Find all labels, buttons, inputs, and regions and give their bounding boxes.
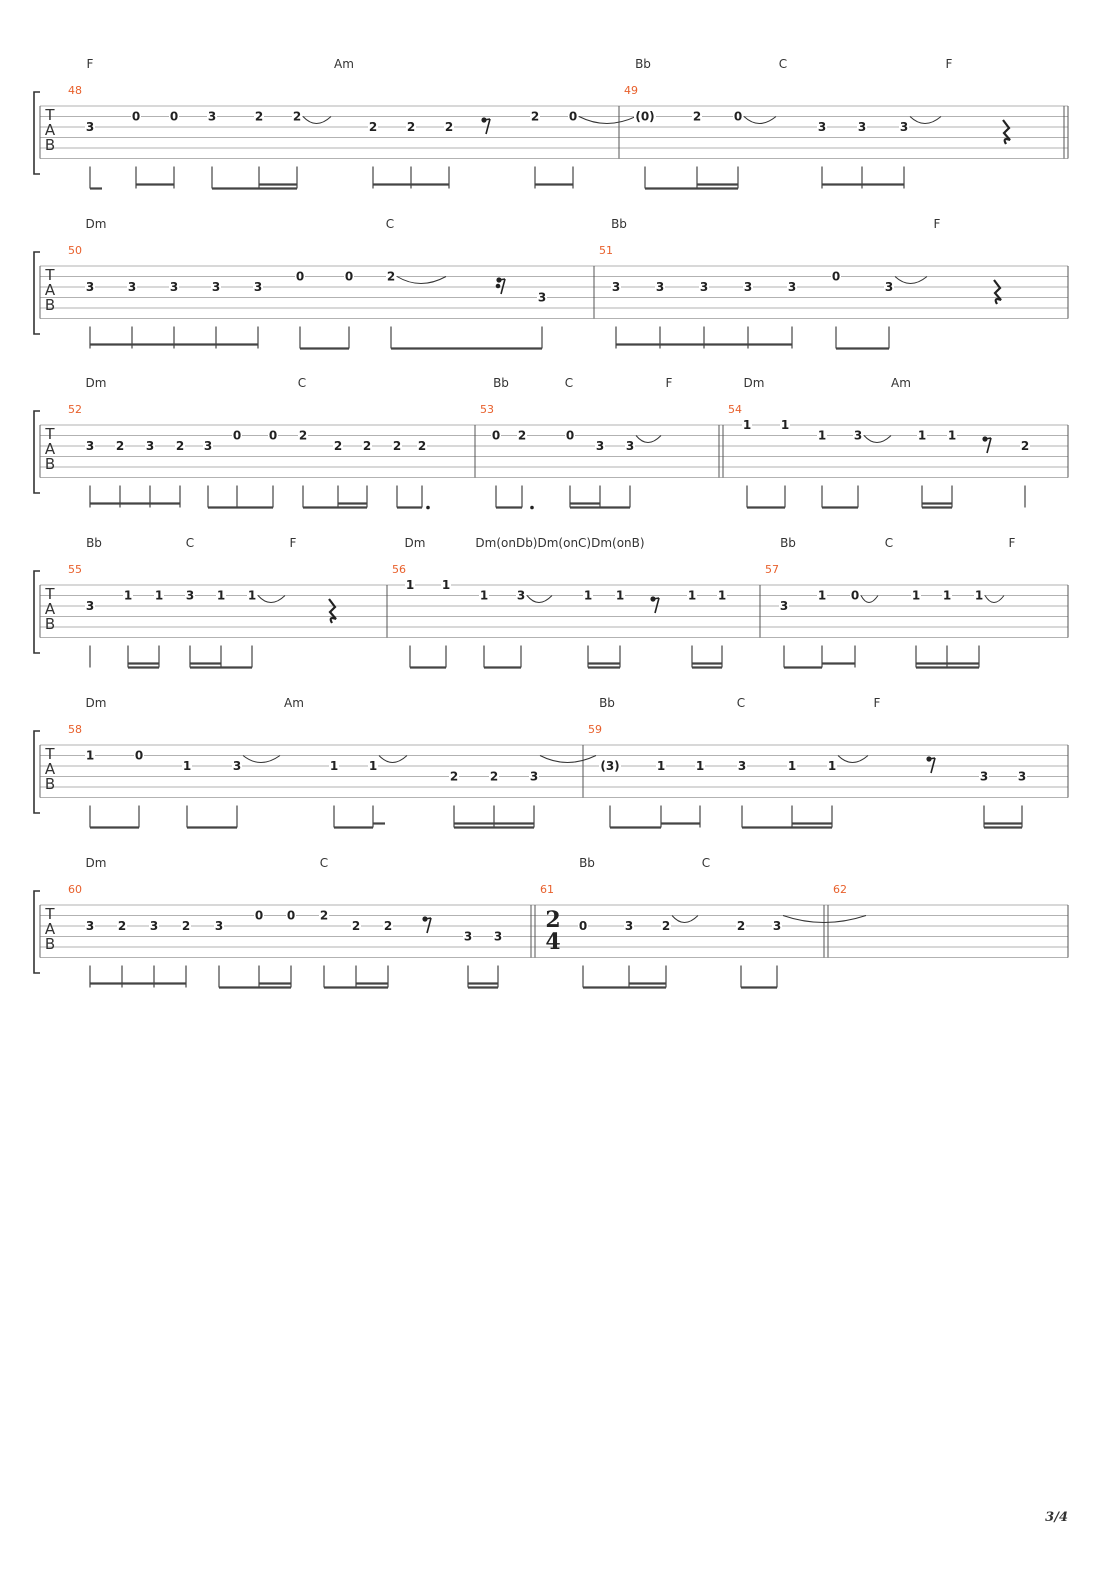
fret-number: 2 [362,439,372,453]
tab-clef-letter: T [45,905,55,923]
measure-60 [68,856,535,988]
fret-number: (0) [635,109,655,124]
tab-system [34,376,1068,509]
tab-clef-letter: B [44,296,56,314]
chord-label: Bb [86,536,102,550]
measure-number: 54 [728,403,742,416]
fret-number: 3 [625,439,635,453]
fret-number: 1 [942,588,952,603]
system-bracket [34,571,40,653]
chord-label: C [564,376,574,390]
fret-number: 1 [368,759,378,773]
measure-48 [68,57,636,189]
measure-number: 62 [833,883,847,896]
tab-system [34,856,1068,988]
fret-number: 0 [131,109,141,124]
fret-number: 3 [145,439,155,453]
fret-number: 3 [85,599,95,613]
fret-number: 1 [695,759,705,773]
fret-number: 3 [214,919,224,933]
fret-number: 2 [175,439,185,453]
tab-clef-letter: T [45,106,55,124]
measure-50 [68,217,594,349]
fret-number: 1 [817,588,827,603]
chord-label: Bb [493,376,509,390]
chord-label: C [185,536,195,550]
fret-number: 1 [974,588,984,603]
tab-clef-letter: B [44,455,56,473]
fret-number: 1 [656,759,666,773]
fret-number: 1 [329,759,339,773]
measure-55 [68,536,387,668]
chord-label: F [289,536,297,550]
tie [379,756,407,763]
fret-number: 1 [615,588,625,603]
tab-clef-letter: T [45,585,55,603]
tie [243,756,280,763]
fret-number: 0 [491,428,501,443]
fret-number: 2 [417,439,427,453]
tab-clef-letter: A [44,281,56,299]
quarter-rest [994,280,1001,304]
fret-number: 1 [817,428,827,443]
fret-number: 3 [979,769,989,784]
fret-number: 1 [687,588,697,603]
fret-number: 2 [530,109,540,124]
fret-number: 1 [911,588,921,603]
measure-53 [480,376,723,509]
fret-number: 2 [117,919,127,933]
tab-clef-letter: A [44,760,56,778]
tie [303,117,331,124]
fret-number: 1 [717,588,727,603]
chord-label: Bb [579,856,595,870]
tie [636,436,661,443]
fret-number: 3 [516,588,526,603]
measure-51 [599,217,1068,349]
chord-label: Dm [85,217,107,231]
system-bracket [34,411,40,493]
chord-label: F [873,696,881,710]
fret-number: 3 [463,929,473,944]
fret-number: 3 [127,280,137,294]
tie [985,596,1004,603]
fret-number: 1 [787,759,797,773]
fret-number: 0 [134,748,144,763]
fret-number: 0 [733,109,743,124]
chord-label: Am [284,696,304,710]
measure-56 [392,536,760,668]
fret-number: 2 [386,269,396,284]
fret-number: 2 [319,908,329,923]
tie [895,277,927,284]
rhythm-dot [530,506,534,510]
fret-number: 0 [268,428,278,443]
chord-label: C [319,856,329,870]
fret-number: 3 [655,280,665,294]
eighth-rest-stem [486,119,490,134]
fret-number: 3 [232,759,242,773]
eighth-rest-stem [655,598,659,613]
tie [672,916,698,923]
fret-number: 0 [565,428,575,443]
fret-number: 2 [254,109,264,124]
fret-number: 3 [203,439,213,453]
chord-label: F [1008,536,1016,550]
fret-number: 1 [247,588,257,603]
measure-61 [540,856,866,988]
fret-number: 3 [85,919,95,933]
measure-number: 53 [480,403,494,416]
fret-number: 3 [857,120,867,134]
measure-number: 57 [765,563,779,576]
fret-number: 2 [489,769,499,784]
fret-number: 0 [850,588,860,603]
tab-system [34,217,1068,349]
fret-number: 1 [85,748,95,763]
tab-clef-letter: B [44,775,56,793]
fret-number: 2 [115,439,125,453]
tie [540,756,596,763]
fret-number: 2 [181,919,191,933]
fret-number: 1 [827,759,837,773]
fret-number: 3 [624,919,634,933]
tab-system [34,696,1068,828]
tie [744,117,776,124]
fret-number: 2 [1020,439,1030,453]
system-bracket [34,731,40,813]
tab-clef-letter: B [44,136,56,154]
chord-label: F [945,57,953,71]
system-bracket [34,252,40,334]
measure-59 [588,696,1068,828]
fret-number: 1 [780,418,790,432]
eighth-rest-stem [501,279,505,294]
chord-label: F [86,57,94,71]
fret-number: 3 [529,769,539,784]
tie [397,277,446,284]
fret-number: 1 [441,578,451,592]
fret-number: 1 [479,588,489,603]
fret-number: 2 [736,919,746,933]
fret-number: 3 [537,290,547,305]
measure-number: 52 [68,403,82,416]
chord-label: C [297,376,307,390]
measure-58 [68,696,596,828]
fret-number: 2 [692,109,702,124]
fret-number: 3 [85,280,95,294]
tie [910,117,941,124]
fret-number: 0 [286,908,296,923]
page-number: 3/4 [1045,1510,1068,1525]
fret-number: 1 [583,588,593,603]
tie [864,436,891,443]
measure-number: 61 [540,883,554,896]
fret-number: 1 [917,428,927,443]
fret-number: 3 [779,599,789,613]
chord-label: Am [891,376,911,390]
chord-label: C [701,856,711,870]
chord-label: Bb [599,696,615,710]
fret-number: 2 [383,919,393,933]
chord-label: Dm [85,856,107,870]
measure-number: 51 [599,244,613,257]
tie [527,596,552,603]
fret-number: 1 [182,759,192,773]
time-signature-top: 2 [545,907,561,933]
fret-number: 3 [253,280,263,294]
fret-number: 3 [149,919,159,933]
fret-number: 2 [392,439,402,453]
chord-label: Am [334,57,354,71]
measure-number: 55 [68,563,82,576]
chord-label: Dm(onDb)Dm(onC)Dm(onB) [475,536,645,550]
system-bracket [34,92,40,174]
chord-label: Dm [743,376,765,390]
chord-label: C [385,217,395,231]
chord-label: Dm [404,536,426,550]
chord-label: Bb [611,217,627,231]
rhythm-dot [426,506,430,510]
measure-number: 48 [68,84,82,97]
tie [838,756,868,763]
fret-number: 1 [947,428,957,443]
chord-label: F [665,376,673,390]
fret-number: 3 [787,280,797,294]
tab-clef-letter: A [44,920,56,938]
fret-number: 3 [493,929,503,944]
fret-number: 2 [368,120,378,134]
chord-label: F [933,217,941,231]
fret-number: 3 [211,280,221,294]
fret-number: 0 [568,109,578,124]
quarter-rest [1003,120,1010,144]
fret-number: 3 [1017,769,1027,784]
tab-clef-letter: T [45,425,55,443]
fret-number: 3 [611,280,621,294]
quarter-rest [329,599,336,623]
fret-number: 3 [884,280,894,294]
fret-number: 3 [185,588,195,603]
tab-system [34,57,1068,189]
chord-label: C [736,696,746,710]
eighth-rest-stem [427,918,431,933]
chord-label: Dm [85,696,107,710]
tab-clef-letter: A [44,600,56,618]
fret-number: 3 [85,120,95,134]
tab-clef-letter: T [45,745,55,763]
fret-number: 1 [405,578,415,592]
fret-number: 0 [831,269,841,284]
chord-label: C [884,536,894,550]
fret-number: 1 [154,588,164,603]
system-bracket [34,891,40,973]
measure-number: 49 [624,84,638,97]
tab-clef-letter: A [44,440,56,458]
fret-number: 2 [444,120,454,134]
fret-number: 3 [772,919,782,933]
chord-label: C [778,57,788,71]
measure-number: 58 [68,723,82,736]
fret-number: 2 [661,919,671,933]
tab-clef-letter: T [45,266,55,284]
fret-number: 0 [344,269,354,284]
chord-label: Bb [635,57,651,71]
sixteenth-rest-dot [496,284,501,289]
fret-number: 3 [817,120,827,134]
chord-label: Bb [780,536,796,550]
measure-number: 59 [588,723,602,736]
fret-number: (3) [600,759,620,773]
fret-number: 2 [292,109,302,124]
fret-number: 3 [169,280,179,294]
fret-number: 1 [123,588,133,603]
fret-number: 3 [743,280,753,294]
fret-number: 3 [899,120,909,134]
fret-number: 3 [699,280,709,294]
fret-number: 2 [333,439,343,453]
fret-number: 3 [85,439,95,453]
tie [258,596,285,603]
fret-number: 2 [406,120,416,134]
fret-number: 0 [254,908,264,923]
fret-number: 2 [351,919,361,933]
fret-number: 0 [232,428,242,443]
chord-label: Dm [85,376,107,390]
measure-62 [833,883,1068,958]
fret-number: 1 [742,418,752,432]
time-signature-bottom: 4 [545,929,561,955]
eighth-rest-stem [931,758,935,773]
tab-clef-letter: A [44,121,56,139]
measure-number: 56 [392,563,406,576]
fret-number: 3 [595,439,605,453]
eighth-rest-stem [987,438,991,453]
tab-system [34,536,1068,668]
fret-number: 0 [578,919,588,933]
measure-52 [68,376,475,509]
tie [861,596,878,603]
measure-number: 60 [68,883,82,896]
fret-number: 2 [449,769,459,784]
tab-clef-letter: B [44,935,56,953]
fret-number: 0 [295,269,305,284]
fret-number: 0 [169,109,179,124]
tab-clef-letter: B [44,615,56,633]
fret-number: 3 [207,109,217,124]
measure-54 [728,376,1068,508]
tie [579,117,636,124]
fret-number: 3 [737,759,747,773]
measure-49 [624,57,1068,189]
fret-number: 1 [216,588,226,603]
measure-57 [765,536,1068,668]
fret-number: 2 [298,428,308,443]
fret-number: 2 [517,428,527,443]
measure-number: 50 [68,244,82,257]
fret-number: 3 [853,428,863,443]
